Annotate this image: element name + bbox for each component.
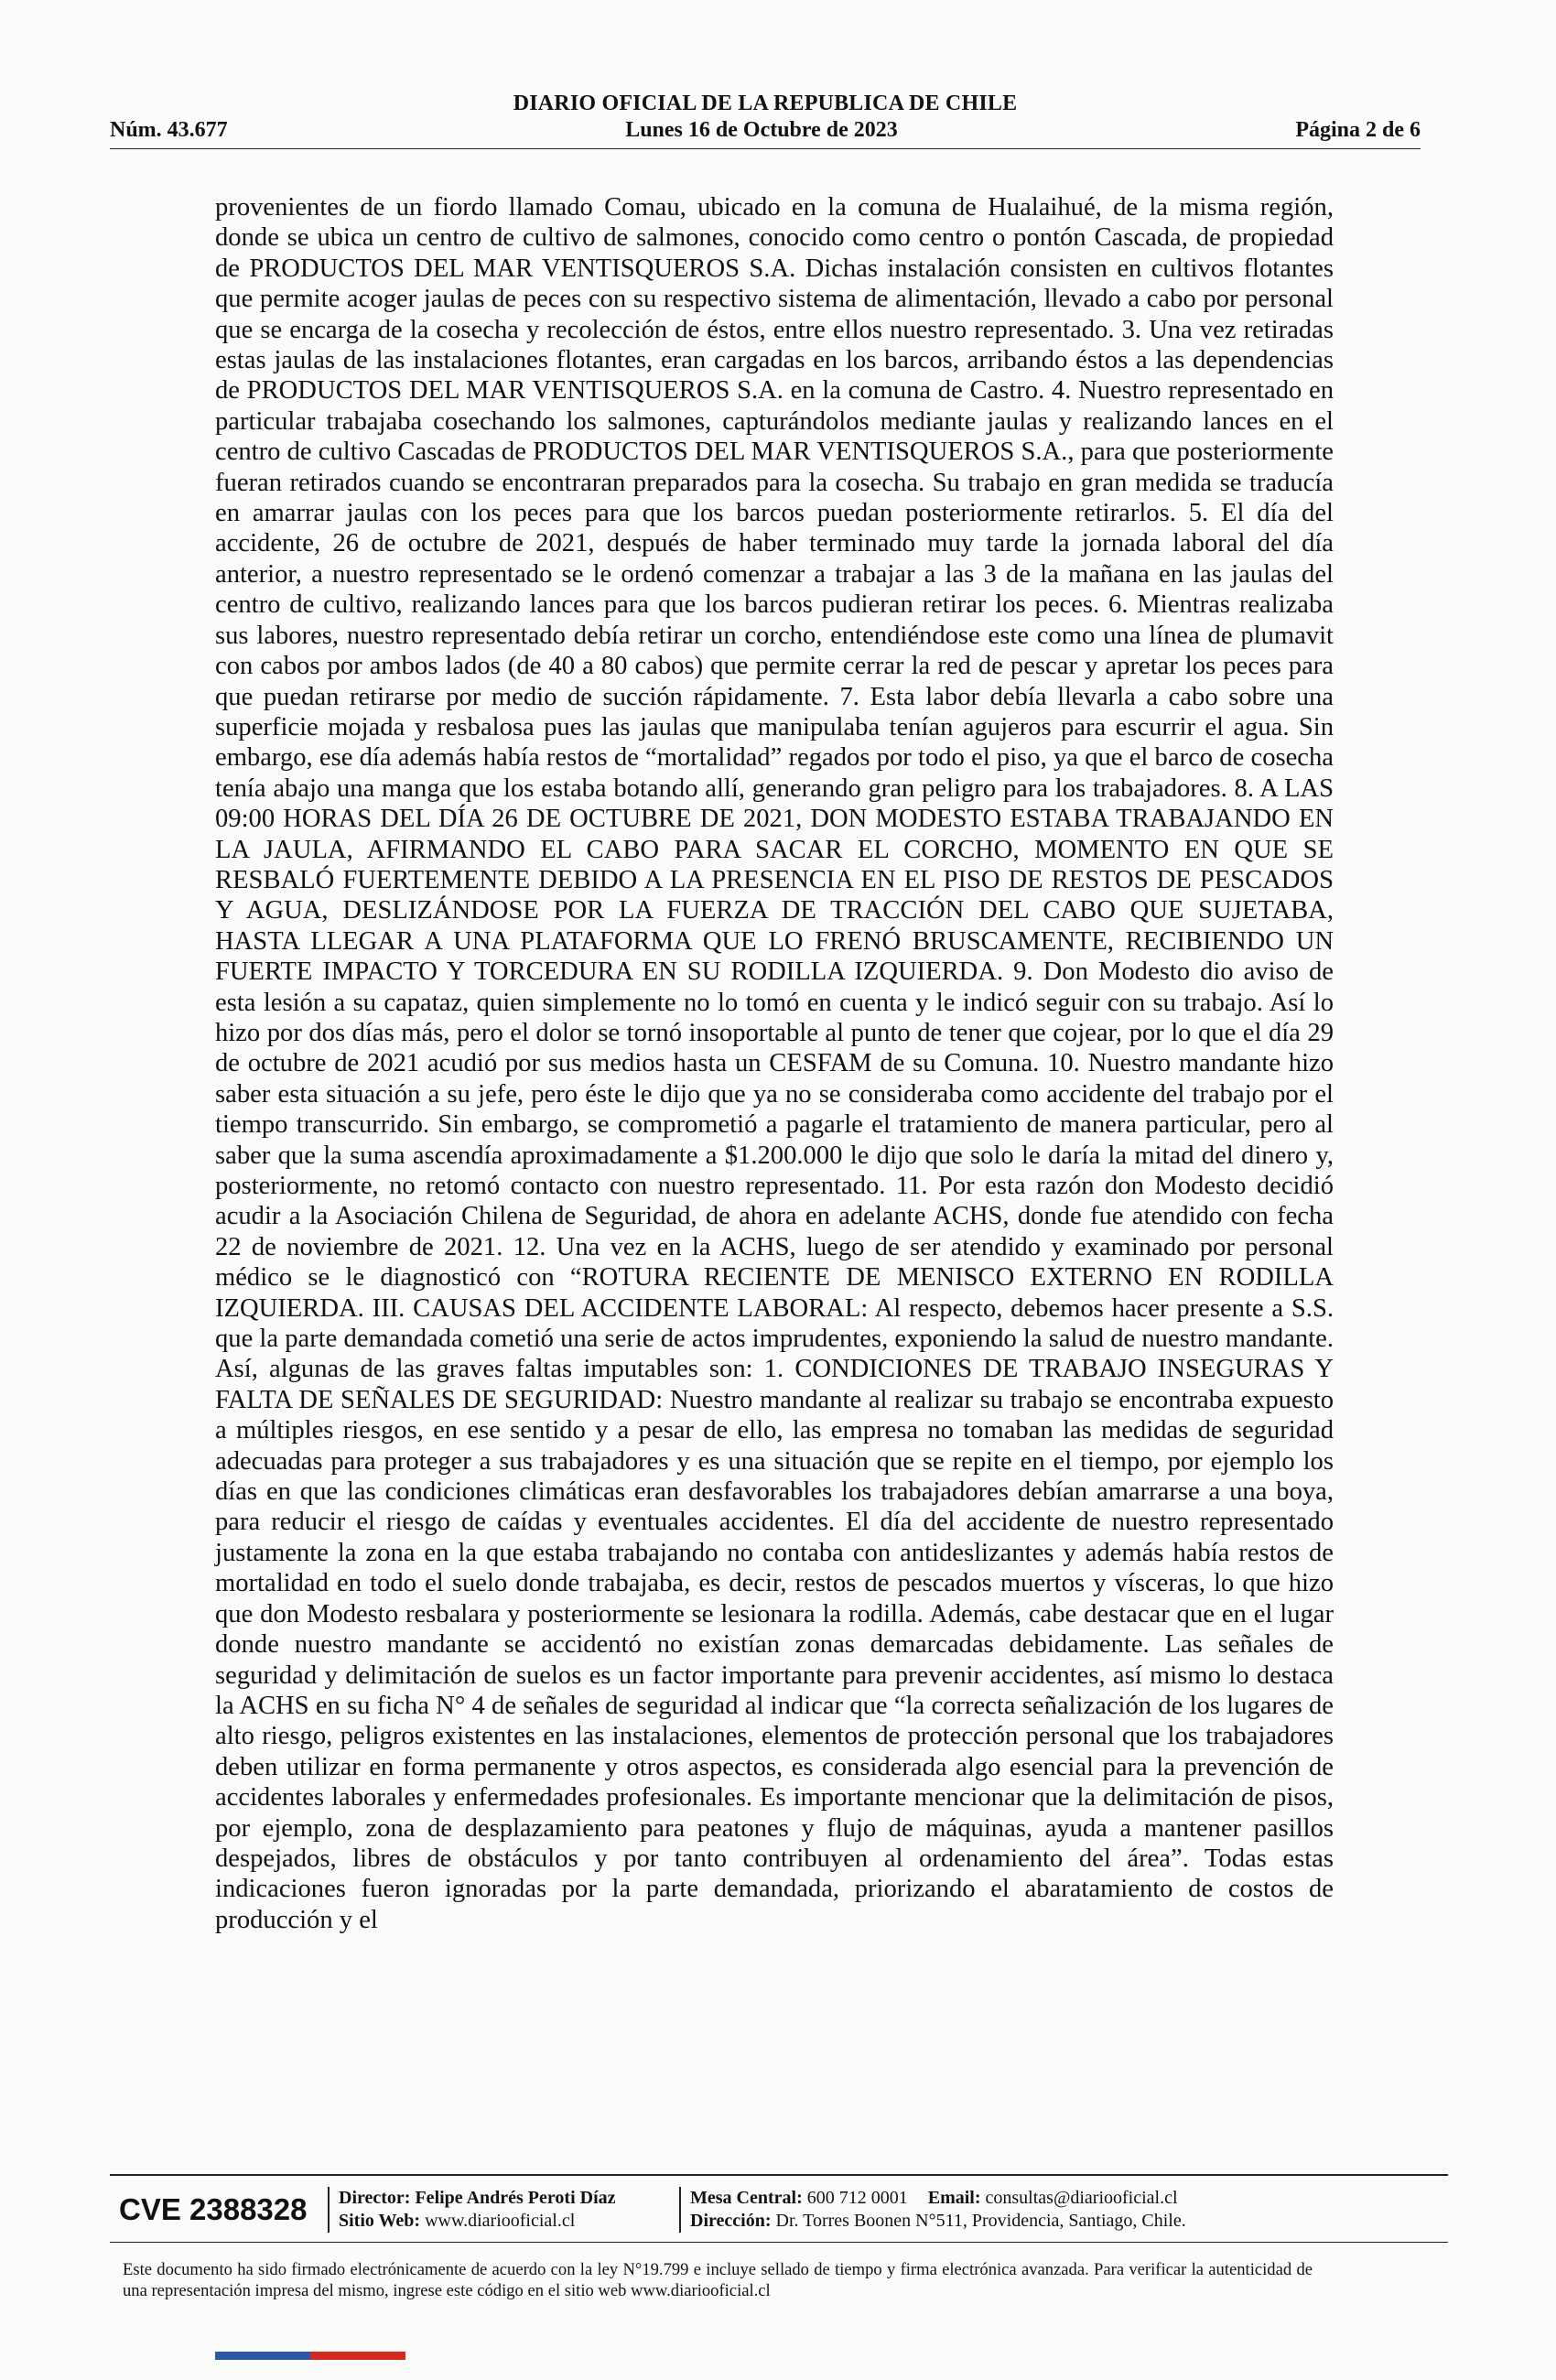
cve-code: CVE 2388328 [119,2192,308,2226]
page-number: Página 2 de 6 [1295,118,1421,142]
header-meta-row [110,118,1421,143]
publication-title: DIARIO OFICIAL DE LA REPUBLICA DE CHILE [513,92,1018,115]
footer-divider [328,2187,330,2233]
website-link[interactable]: www.diariooficial.cl [425,2211,576,2231]
header-rule [110,148,1421,149]
issue-number: Núm. 43.677 [110,118,228,142]
chile-flag-bar [215,2352,405,2360]
flag-blue-segment [215,2352,310,2360]
director-name: Felipe Andrés Peroti Díaz [415,2188,616,2208]
website-label: Sitio Web: [339,2211,421,2231]
address-value: Dr. Torres Boonen N°511, Providencia, Santiago, Chile. [775,2211,1186,2231]
email-link[interactable]: consultas@diariooficial.cl [985,2188,1178,2208]
flag-red-segment [310,2352,405,2360]
issue-date: Lunes 16 de Octubre de 2023 [625,118,898,142]
footer-divider [679,2187,681,2233]
body-paragraph: provenientes de un fiordo llamado Comau, ubicado en la comuna de Hualaihué, de la misma región, donde se ubica un centro de cultivo de salmones, conocido como centro o pontón Cascada, de propiedad de PRODUCTOS DEL MAR VENTISQUEROS S.A. Dichas instalación consisten en cultivos flotantes que permite acoger jaulas de peces con su respectivo sistema de alimentación, llevado a cabo por personal que se encarga de la cosecha y recolección de éstos, entre ellos nuestro representado. 3. Una vez retiradas estas jaulas de las instalaciones flotantes, eran cargadas en los barcos, arribando éstos a las dependencias de PRODUCTOS DEL MAR VENTISQUEROS S.A. en la comuna de Castro. 4. Nuestro representado en particular trabajaba cosechando los salmones, capturándolos mediante jaulas y realizando lances en el centro de cultivo Cascadas de PRODUCTOS DEL MAR VENTISQUEROS S.A., para que posteriormente fueran retirados cuando se encontraran preparados para la cosecha. Su trabajo en gran medida se traducía en amarrar jaulas con los peces para que los barcos puedan posteriormente retirarlos. 5. El día del accidente, 26 de octubre de 2021, después de haber terminado muy tarde la jornada laboral del día anterior, a nuestro representado se le ordenó comenzar a trabajar a las 3 de la mañana en las jaulas del centro de cultivo, realizando lances para que los barcos pudieran retirar los peces. 6. Mientras realizaba sus labores, nuestro representado debía retirar un corcho, entendiéndose este como una línea de plumavit con cabos por ambos lados (de 40 a 80 cabos) que permite cerrar la red de pescar y apretar los peces para que puedan retirarse por medio de succión rápidamente. 7. Esta labor debía llevarla a cabo sobre una superficie mojada y resbalosa pues las jaulas que manipulaba tenían agujeros para escurrir el agua. Sin embargo, ese día además había restos de “mortalidad” regados por todo el piso, ya que el barco de cosecha tenía abajo una manga que los estaba botando allí, generando gran peligro para los trabajadores. 8. A LAS 09:00 HORAS DEL DÍA 26 DE OCTUBRE DE 2021, DON MODESTO ESTABA TRABAJANDO EN LA JAULA, AFIRMANDO EL CABO PARA SACAR EL CORCHO, MOMENTO EN QUE SE RESBALÓ FUERTEMENTE DEBIDO A LA PRESENCIA EN EL PISO DE RESTOS DE PESCADOS Y AGUA, DESLIZÁNDOSE POR LA FUERZA DE TRACCIÓN DEL CABO QUE SUJETABA, HASTA LLEGAR A UNA PLATAFORMA QUE LO FRENÓ BRUSCAMENTE, RECIBIENDO UN FUERTE IMPACTO Y TORCEDURA EN SU RODILLA IZQUIERDA. 9. Don Modesto dio aviso de esta lesión a su capataz, quien simplemente no lo tomó en cuenta y le indicó seguir con su trabajo. Así lo hizo por dos días más, pero el dolor se tornó insoportable al punto de tener que cojear, por lo que el día 29 de octubre de 2021 acudió por sus medios hasta un CESFAM de su Comuna. 10. Nuestro mandante hizo saber esta situación a su jefe, pero éste le dijo que ya no se consideraba como accidente del trabajo por el tiempo transcurrido. Sin embargo, se comprometió a pagarle el tratamiento de manera particular, pero al saber que la suma ascendía aproximadamente a $1.200.000 le dijo que solo le daría la mitad del dinero y, posteriormente, no retomó contacto con nuestro representado. 11. Por esta razón don Modesto decidió acudir a la Asociación Chilena de Seguridad, de ahora en adelante ACHS, donde fue atendido con fecha 22 de noviembre de 2021. 12. Una vez en la ACHS, luego de ser atendido y examinado por personal médico se le diagnosticó con “ROTURA RECIENTE DE MENISCO EXTERNO EN RODILLA IZQUIERDA. III. CAUSAS DEL ACCIDENTE LABORAL: Al respecto, debemos hacer presente a S.S. que la parte demandada cometió una serie de actos imprudentes, exponiendo la salud de nuestro mandante. Así, algunas de las graves faltas imputables son: 1. CONDICIONES DE TRABAJO INSEGURAS Y FALTA DE SEÑALES DE SEGURIDAD: Nuestro mandante al realizar su trabajo se encontraba expuesto a múltiples riesgos, en ese sentido y a pesar de ello, las empresa no tomaban las medidas de seguridad adecuadas para proteger a sus trabajadores y es una situación que se repite en el tiempo, por ejemplo los días en que las condiciones climáticas eran desfavorables los trabajadores debían amarrarse a una boya, para reducir el riesgo de caídas y eventuales accidentes. El día del accidente de nuestro representado justamente la zona en la que estaba trabajando no contaba con antideslizantes y además había restos de mortalidad en todo el suelo donde trabajaba, es decir, restos de pescados muertos y vísceras, lo que hizo que don Modesto resbalara y posteriormente se lesionara la rodilla. Además, cabe destacar que en el lugar donde nuestro mandante se accidentó no existían zonas demarcadas debidamente. Las señales de seguridad y delimitación de suelos es un factor importante para prevenir accidentes, así mismo lo destaca la ACHS en su ficha N° 4 de señales de seguridad al indicar que “la correcta señalización de los lugares de alto riesgo, peligros existentes en las instalaciones, elementos de protección personal que los trabajadores deben utilizar en forma permanente y otros aspectos, es considerada algo esencial para la prevención de accidentes laborales y enfermedades profesionales. Es importante mencionar que la delimitación de pisos, por ejemplo, zona de desplazamiento para peatones y flujo de máquinas, ayuda a mantener pasillos despejados, libres de obstáculos y por tanto contribuyen al ordenamiento del área”. Todas estas indicaciones fueron ignoradas por la parte demandada, priorizando el abaratamiento de costos de producción y el [215,193,1334,1934]
page-footer [110,2174,1448,2310]
email-label: Email: [927,2188,981,2208]
phone-label: Mesa Central: [690,2188,803,2208]
footer-contact-column [690,2187,1239,2233]
phone-value: 600 712 0001 [806,2188,908,2208]
address-label: Dirección: [690,2211,772,2231]
footer-director-column [339,2187,679,2233]
footer-info [110,2176,1448,2242]
director-label: Director: [339,2188,411,2208]
body-text [215,192,1334,1935]
legal-notice: Este documento ha sido firmado electrónicamente de acuerdo con la ley N°19.799 e incluye sellado de tiempo y firma electrónica avanzada. Para verificar la autenticidad de una representación impresa del mismo, ingrese este código en el sitio web www.diariooficial.cl [123,2260,1313,2300]
page-header [110,92,1421,149]
